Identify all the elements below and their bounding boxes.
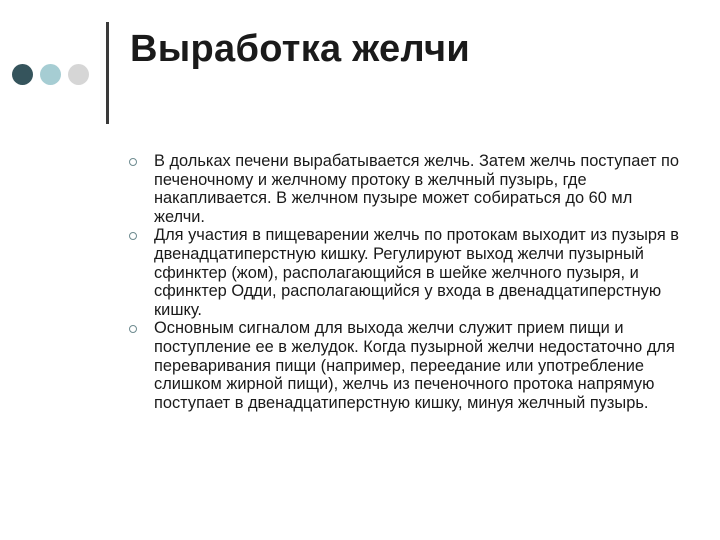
hollow-circle-icon (129, 232, 137, 240)
bullet-item (126, 226, 686, 319)
bullet-list (126, 152, 686, 412)
hollow-circle-icon (129, 325, 137, 333)
bullet-item (126, 152, 686, 226)
decorative-dots (12, 64, 89, 85)
bullet-text: В дольках печени вырабатывается желчь. Затем желчь поступает по печеночному и желчному протоку в желчный пузырь, где накапливается. В желчном пузыре может собираться до 60 мл желчи. (154, 152, 680, 226)
light-gray-dot-icon (68, 64, 89, 85)
bullet-item (126, 319, 686, 412)
hollow-circle-icon (129, 158, 137, 166)
slide-title: Выработка желчи (130, 28, 470, 70)
dark-dot-icon (12, 64, 33, 85)
bullet-text: Основным сигналом для выхода желчи служит прием пищи и поступление ее в желудок. Когда пузырной желчи недостаточно для переваривания пищи (например, переедание или употребление слишком жирной пищи), желчь из печеночного протока напрямую поступает в двенадцатиперстную кишку, минуя желчный пузырь. (154, 319, 675, 412)
title-divider-line (106, 22, 109, 124)
light-teal-dot-icon (40, 64, 61, 85)
bullet-text: Для участия в пищеварении желчь по протокам выходит из пузыря в двенадцатиперстную кишку. Регулируют выход желчи пузырный сфинктер (жом), располагающийся в шейке желчного пузыря, и сфинктер Одди, располагающийся у входа в двенадцатиперстную кишку. (154, 226, 679, 319)
